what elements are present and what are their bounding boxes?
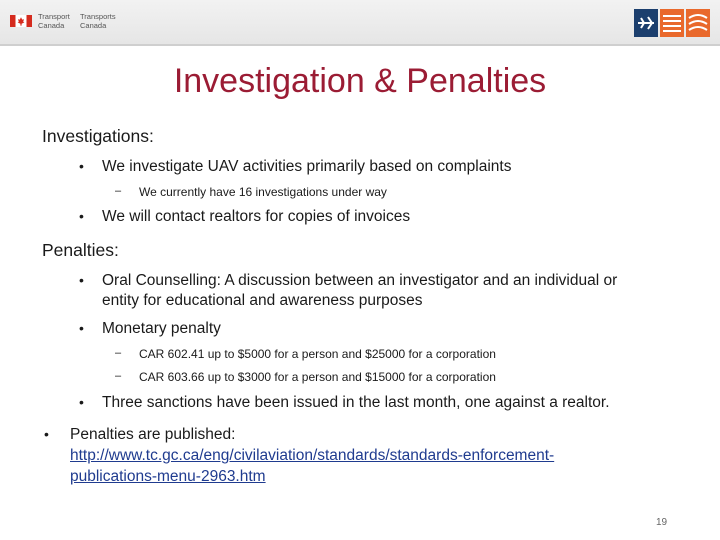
pen-sub-2: CAR 603.66 up to $3000 for a person and $15000 for a corporation [139,370,496,384]
page-number: 19 [656,517,668,528]
inv-bullet-1: We investigate UAV activities primarily based on complaints [102,158,512,175]
header-bar [0,0,720,44]
pen-bullet-1-line-2: entity for educational and awareness purposes [102,292,423,309]
bullet-icon: • [44,426,49,442]
pen-bullet-2: Monetary penalty [102,320,221,337]
dash-icon: – [115,347,122,359]
bullet-icon: • [79,394,84,410]
bullet-icon: • [79,320,84,336]
pen-bullet-1-line-1: Oral Counselling: A discussion between an investigator and an individual or [102,272,618,289]
canada-flag-icon [10,15,32,27]
header-divider [0,44,720,46]
enforcement-publications-link-line-2[interactable]: publications-menu-2963.htm [70,468,266,485]
inv-sub-1: We currently have 16 investigations under way [139,185,387,199]
penalties-heading: Penalties: [42,240,119,260]
department-name-french: Transports Canada [80,12,116,30]
pen-sub-1: CAR 602.41 up to $5000 for a person and $25000 for a corporation [139,347,496,361]
inv-bullet-2: We will contact realtors for copies of invoices [102,208,411,225]
slide-title: Investigation & Penalties [173,62,547,100]
transport-logo-icon [634,9,710,37]
dash-icon: – [115,370,122,382]
bullet-icon: • [79,272,84,288]
dash-icon: – [115,185,122,197]
bullet-icon: • [79,158,84,174]
investigations-heading: Investigations: [42,126,154,146]
published-line: Penalties are published: [70,426,236,443]
pen-bullet-3: Three sanctions have been issued in the last month, one against a realtor. [102,394,610,411]
bullet-icon: • [79,208,84,224]
enforcement-publications-link-line-1[interactable]: http://www.tc.gc.ca/eng/civilaviation/standards/standards-enforcement- [70,447,555,464]
department-name-english: Transport Canada [38,12,70,30]
